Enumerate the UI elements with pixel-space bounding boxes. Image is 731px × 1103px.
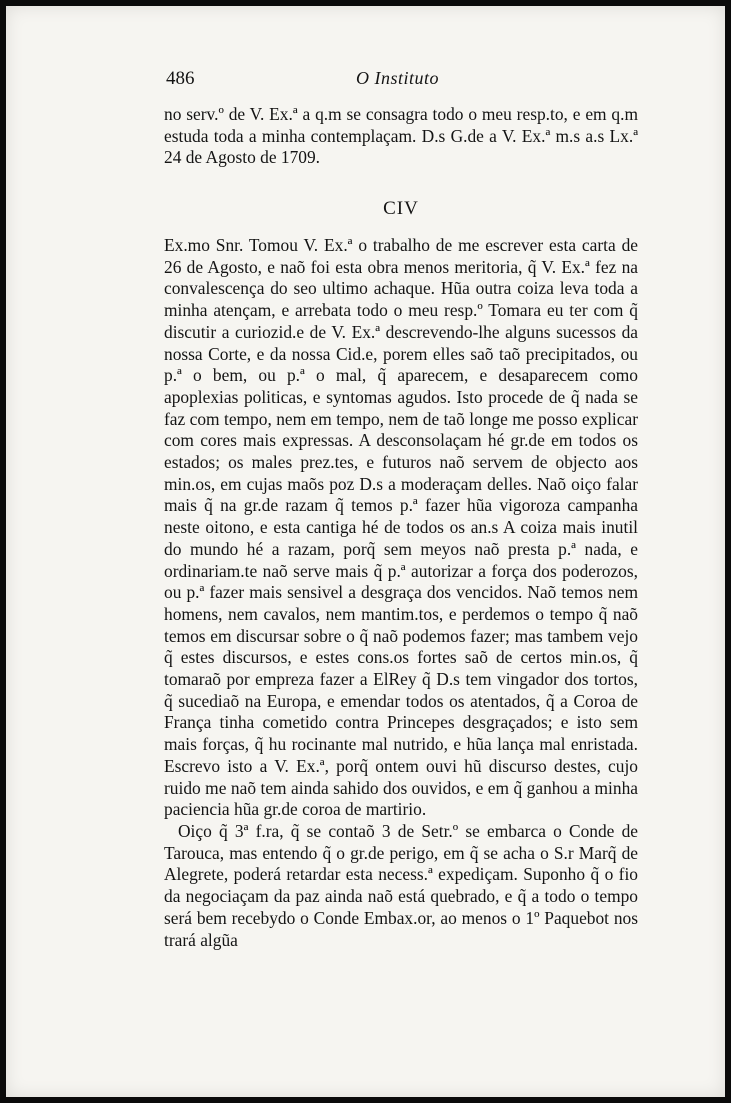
page-number: 486 xyxy=(166,68,195,89)
letter-paragraph-2: Oiço q̃ 3ª f.ra, q̃ se contaõ 3 de Setr.º se embarca o Conde de Tarouca, mas entendo q̃ o gr.de perigo, em q̃ se acha o S.r Marq̃ de Alegrete, poderá retardar esta necess.ª expediçam. Suponho q̃ o fio da negociaçam da paz ainda naõ está quebrado, e q̃ a todo o tempo será bem recebydo o Conde Embax.or, ao menos o 1º Paquebot nos trará algũa xyxy=(164,820,638,950)
running-head xyxy=(166,68,636,94)
letter-paragraph-1: Ex.mo Snr. Tomou V. Ex.ª o trabalho de me escrever esta carta de 26 de Agosto, e naõ foi esta obra menos meritoria, q̃ V. Ex.ª fez na convalescença do seo ultimo achaque. Hũa outra coiza leva toda a minha atençam, e arrebata todo o meu resp.º Tomara eu ter com q̃ discutir a curiozid.e de V. Ex.ª descrevendo-lhe alguns sucessos da nossa Corte, e da nossa Cid.e, porem elles saõ taõ precipitados, ou p.ª o bem, ou p.ª o mal, q̃ aparecem, e desaparecem como apoplexias politicas, e syntomas agudos. Isto procede de q̃ nada se faz com tempo, nem em tempo, nem de taõ longe me posso explicar com cores mais expressas. A desconsolaçam hé gr.de em todos os estados; os males prez.tes, e futuros naõ servem de objecto aos min.os, em cujas maõs poz D.s a moderaçam delles. Naõ oiço falar mais q̃ na gr.de razam q̃ temos p.ª fazer hũa vigoroza campanha neste oitono, e esta cantiga hé de todos os an.s A coiza mais inutil do mundo hé a razam, porq̃ sem meyos naõ presta p.ª nada, e ordinariam.te naõ serve mais q̃ p.ª autorizar a força dos poderozos, ou p.ª fazer mais sensivel a desgraça dos vencidos. Naõ temos nem homens, nem cavalos, nem mantim.tos, e perdemos o tempo q̃ naõ temos em discursar sobre o q̃ naõ podemos fazer; mas tambem vejo q̃ estes discursos, e estes cons.os fortes saõ de certos min.os, q̃ tomaraõ por empreza fazer a ElRey q̃ D.s tem vingador dos tortos, q̃ sucediaõ na Europa, e emendar todos os atentados, q̃ a Coroa de França tinha cometido contra Princepes desgraçados; e isto sem mais forças, q̃ hu rocinante mal nutrido, e hũa lança mal enristada. Escrevo isto a V. Ex.ª, porq̃ ontem ouvi hũ discurso destes, cujo ruido me naõ tem ainda sahido dos ouvidos, e em q̃ ganhou a minha paciencia hũa gr.de coroa de martirio. xyxy=(164,235,638,820)
closing-paragraph: no serv.º de V. Ex.ª a q.m se consagra todo o meu resp.to, e em q.m estuda toda a minha contemplaçam. D.s G.de a V. Ex.ª m.s a.s Lx.ª 24 de Agosto de 1709. xyxy=(164,104,638,168)
book-page xyxy=(6,6,725,1097)
previous-letter-closing xyxy=(164,104,638,169)
letter-heading: CIV xyxy=(383,198,419,219)
running-title: O Instituto xyxy=(356,68,440,88)
letter-body xyxy=(164,235,638,951)
